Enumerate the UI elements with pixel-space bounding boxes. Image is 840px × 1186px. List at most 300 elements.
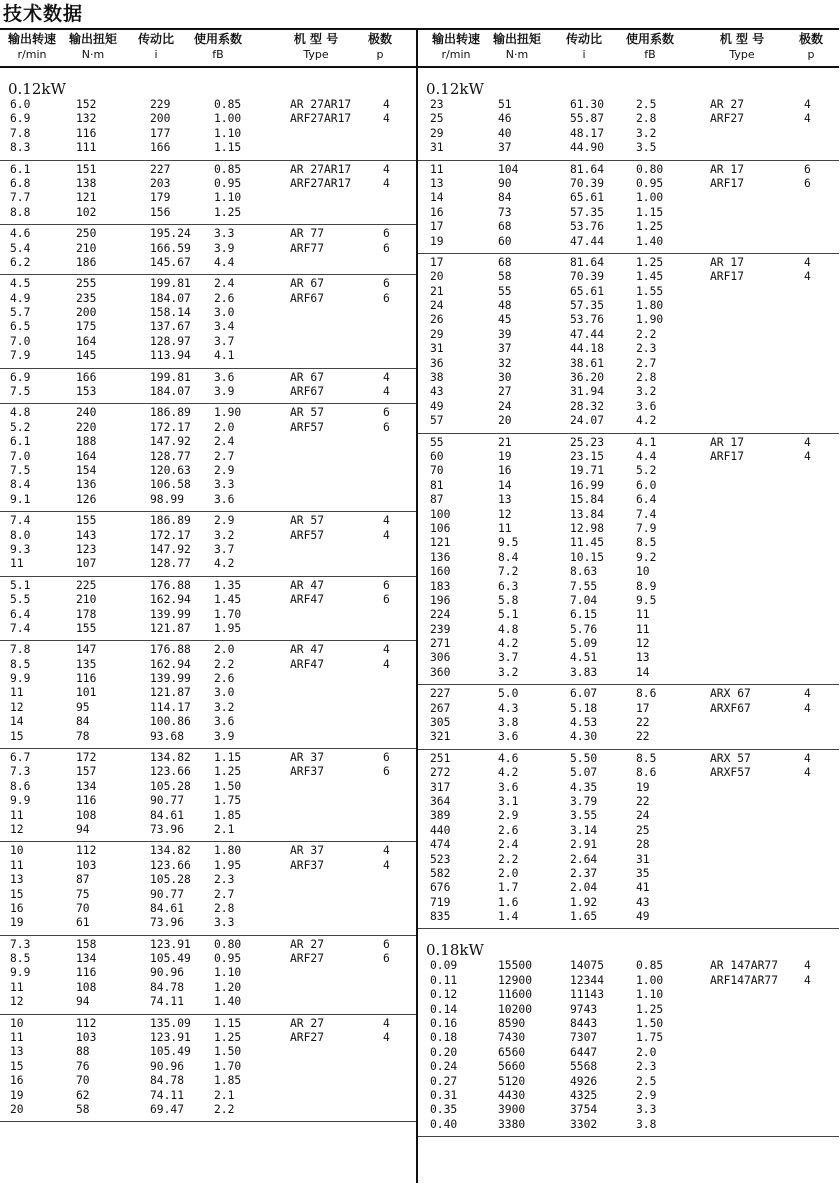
table-cell: 100 <box>430 507 451 521</box>
table-cell: 156 <box>150 205 171 219</box>
table-cell: 5.0 <box>498 687 519 701</box>
table-cell: AR 77 <box>290 227 325 241</box>
table-cell: 523 <box>430 852 451 866</box>
table-cell: ARXF67 <box>710 701 751 715</box>
table-cell: 7.3 <box>10 765 31 779</box>
table-cell: 151 <box>76 162 97 176</box>
table-row <box>418 974 839 988</box>
table-cell: 5.1 <box>10 578 31 592</box>
table-cell: ARF17 <box>710 176 745 190</box>
table-cell: 47.44 <box>570 234 605 248</box>
table-row <box>0 127 416 141</box>
table-cell: 37 <box>498 342 512 356</box>
table-row <box>0 823 416 837</box>
table-cell: 68 <box>498 220 512 234</box>
table-cell: 3.8 <box>498 716 519 730</box>
table-row <box>418 522 839 536</box>
header-label: 输出扭矩 <box>492 32 541 46</box>
table-cell: 6 <box>383 937 390 951</box>
table-cell: 6 <box>383 765 390 779</box>
table-row <box>418 565 839 579</box>
model-group <box>0 275 416 368</box>
table-cell: 166.59 <box>150 241 191 255</box>
table-cell: 7.5 <box>10 463 31 477</box>
table-cell: 1.75 <box>636 1031 664 1045</box>
table-row <box>418 910 839 924</box>
table-cell: AR 17 <box>710 435 745 449</box>
table-cell: 103 <box>76 858 97 872</box>
table-cell: 108 <box>76 808 97 822</box>
table-cell: 4430 <box>498 1089 526 1102</box>
table-cell: 7.9 <box>636 521 657 535</box>
table-cell: 145 <box>76 349 97 363</box>
table-cell: 35 <box>636 866 650 880</box>
table-row <box>0 406 416 420</box>
table-row <box>0 730 416 744</box>
table-cell: 36 <box>430 356 444 370</box>
table-cell: 61.30 <box>570 98 605 111</box>
table-cell: 240 <box>76 406 97 420</box>
table-cell: 3.9 <box>214 241 235 255</box>
table-cell: 186.89 <box>150 514 191 528</box>
table-header <box>418 28 839 68</box>
table-cell: 1.25 <box>636 1002 664 1016</box>
table-cell: 1.50 <box>636 1017 664 1031</box>
table-cell: AR 37 <box>290 844 325 858</box>
table-cell: 74.11 <box>150 995 185 1009</box>
table-cell: 75 <box>76 887 90 901</box>
table-cell: 2.2 <box>214 657 235 671</box>
table-cell: 176.88 <box>150 578 191 592</box>
table-cell: 17 <box>636 701 650 715</box>
table-cell: 0.40 <box>430 1117 458 1131</box>
model-group <box>418 434 839 686</box>
table-cell: 162.94 <box>150 593 191 607</box>
table-cell: 6 <box>383 241 390 255</box>
table-cell: 389 <box>430 809 451 823</box>
table-cell: 1.95 <box>214 858 242 872</box>
model-group <box>418 254 839 434</box>
table-cell: 6.7 <box>10 751 31 765</box>
table-row <box>0 622 416 636</box>
table-cell: 55 <box>430 435 444 449</box>
table-cell: 8.3 <box>10 141 31 155</box>
table-cell: 6 <box>804 162 811 176</box>
table-cell: 9.9 <box>10 794 31 808</box>
table-row <box>418 702 839 716</box>
table-cell: 272 <box>430 766 451 780</box>
table-cell: 12 <box>636 637 650 651</box>
table-row <box>0 966 416 980</box>
table-cell: 31 <box>430 141 444 155</box>
table-cell: ARF77 <box>290 241 325 255</box>
table-row <box>418 795 839 809</box>
table-cell: 3302 <box>570 1117 598 1131</box>
table-cell: 1.80 <box>214 844 242 858</box>
table-cell: 164 <box>76 334 97 348</box>
table-cell: 20 <box>430 270 444 284</box>
table-cell: 111 <box>76 141 97 155</box>
table-cell: 10.15 <box>570 550 605 564</box>
table-cell: 2.64 <box>570 852 598 866</box>
table-row <box>0 335 416 349</box>
table-cell: 158 <box>76 937 97 951</box>
header-label: 输出转速 <box>431 32 480 46</box>
table-cell: 2.8 <box>636 112 657 126</box>
table-cell: 112 <box>76 1016 97 1030</box>
table-cell: 19 <box>498 449 512 463</box>
table-cell: 6.9 <box>10 112 31 126</box>
table-body <box>418 68 839 1137</box>
table-cell: 235 <box>76 291 97 305</box>
table-cell: 62 <box>76 1088 90 1102</box>
table-row <box>418 1046 839 1060</box>
table-cell: 154 <box>76 463 97 477</box>
table-cell: 10 <box>636 565 650 579</box>
table-cell: 73.96 <box>150 916 185 930</box>
table-cell: 4 <box>383 176 390 190</box>
table-cell: 9.1 <box>10 492 31 506</box>
table-cell: 29 <box>430 327 444 341</box>
table-cell: 4.5 <box>10 277 31 291</box>
table-cell: 5.4 <box>10 241 31 255</box>
table-cell: 90.77 <box>150 794 185 808</box>
table-cell: 8443 <box>570 1017 598 1031</box>
table-cell: 4 <box>804 449 811 463</box>
table-cell: 3380 <box>498 1117 526 1131</box>
table-cell: 41 <box>636 881 650 895</box>
table-row <box>0 385 416 399</box>
table-cell: 2.8 <box>636 371 657 385</box>
table-cell: AR 27AR17 <box>290 162 352 176</box>
table-cell: 186.89 <box>150 406 191 420</box>
table-cell: 134 <box>76 779 97 793</box>
table-cell: 1.50 <box>214 1045 242 1059</box>
table-cell: 49 <box>636 910 650 924</box>
table-cell: 0.35 <box>430 1103 458 1117</box>
table-cell: 2.0 <box>636 1045 657 1059</box>
table-cell: 14 <box>498 478 512 492</box>
table-row <box>0 658 416 672</box>
table-cell: 227 <box>150 162 171 176</box>
table-cell: 132 <box>76 112 97 126</box>
table-cell: AR 27 <box>290 937 325 951</box>
table-body <box>0 68 416 1122</box>
table-cell: 5.18 <box>570 701 598 715</box>
model-group <box>0 1015 416 1123</box>
table-cell: 306 <box>430 651 451 665</box>
table-cell: 136 <box>430 550 451 564</box>
table-cell: 11 <box>10 1031 24 1045</box>
table-row <box>418 608 839 622</box>
header-unit: N·m <box>505 48 529 61</box>
table-cell: AR 17 <box>710 255 745 269</box>
table-cell: 3.7 <box>214 334 235 348</box>
table-cell: 4 <box>383 528 390 542</box>
table-cell: ARF27 <box>290 1031 325 1045</box>
table-row <box>0 206 416 220</box>
table-cell: 195.24 <box>150 227 191 241</box>
table-cell: 123.66 <box>150 858 191 872</box>
table-cell: 4 <box>804 270 811 284</box>
table-row <box>0 256 416 270</box>
table-row <box>418 256 839 270</box>
table-cell: 121 <box>430 536 451 550</box>
table-cell: 70 <box>76 901 90 915</box>
model-group <box>418 750 839 930</box>
table-cell: 105.28 <box>150 873 191 887</box>
table-cell: 7307 <box>570 1031 598 1045</box>
table-row <box>418 112 839 126</box>
table-cell: 6.4 <box>636 493 657 507</box>
table-cell: 4.4 <box>636 449 657 463</box>
table-row <box>0 514 416 528</box>
table-row <box>0 1089 416 1103</box>
table-cell: 2.3 <box>636 342 657 356</box>
table-cell: 123.91 <box>150 937 191 951</box>
table-cell: 1.10 <box>214 126 242 140</box>
table-cell: 11143 <box>570 988 605 1002</box>
table-cell: 5.2 <box>10 420 31 434</box>
table-row <box>0 643 416 657</box>
table-cell: 224 <box>430 608 451 622</box>
table-cell: 7.4 <box>10 514 31 528</box>
table-cell: 8.4 <box>10 478 31 492</box>
table-cell: 2.91 <box>570 838 598 852</box>
table-row <box>0 464 416 478</box>
table-cell: 305 <box>430 716 451 730</box>
table-cell: 3.3 <box>214 478 235 492</box>
power-rating: 0.12kW <box>426 80 484 98</box>
table-cell: 4 <box>383 370 390 384</box>
table-cell: 13 <box>430 176 444 190</box>
table-row <box>0 277 416 291</box>
table-cell: 36.20 <box>570 371 605 385</box>
header-cell <box>791 32 831 62</box>
table-row <box>418 637 839 651</box>
table-cell: 0.27 <box>430 1074 458 1088</box>
table-cell: 108 <box>76 980 97 994</box>
table-cell: 113.94 <box>150 349 191 363</box>
table-cell: 360 <box>430 665 451 679</box>
table-cell: 3.1 <box>498 794 519 808</box>
table-cell: AR 57 <box>290 514 325 528</box>
table-cell: 12 <box>10 700 24 714</box>
table-cell: 78 <box>76 729 90 743</box>
model-group <box>0 577 416 642</box>
header-label: 使用系数 <box>625 32 674 46</box>
table-cell: 28 <box>636 838 650 852</box>
header-cell <box>62 32 124 62</box>
table-row <box>418 414 839 428</box>
table-cell: 2.37 <box>570 866 598 880</box>
table-cell: 143 <box>76 528 97 542</box>
table-cell: ARX 57 <box>710 751 751 765</box>
table-cell: 1.10 <box>214 966 242 980</box>
table-cell: 65.61 <box>570 191 605 205</box>
table-row <box>418 623 839 637</box>
table-row <box>418 867 839 881</box>
table-cell: 7.0 <box>10 449 31 463</box>
table-row <box>0 1103 416 1117</box>
table-row <box>0 938 416 952</box>
table-cell: 4.2 <box>214 557 235 571</box>
table-row <box>418 1003 839 1017</box>
table-row <box>0 593 416 607</box>
table-row <box>0 672 416 686</box>
table-cell: 4.30 <box>570 730 598 744</box>
table-cell: 48.17 <box>570 126 605 140</box>
table-cell: 2.1 <box>214 822 235 836</box>
page-title: 技术数据 <box>3 3 84 25</box>
table-row <box>418 285 839 299</box>
table-row <box>0 701 416 715</box>
table-cell: 5568 <box>570 1060 598 1074</box>
table-row <box>0 916 416 930</box>
table-cell: 1.25 <box>214 765 242 779</box>
table-cell: 4.6 <box>10 227 31 241</box>
table-cell: 7.4 <box>10 621 31 635</box>
table-cell: 65.61 <box>570 284 605 298</box>
table-cell: 175 <box>76 320 97 334</box>
table-row <box>418 385 839 399</box>
table-cell: AR 147AR77 <box>710 959 779 973</box>
table-cell: 4.2 <box>498 766 519 780</box>
header-unit: i <box>154 48 158 61</box>
table-cell: 147.92 <box>150 542 191 556</box>
table-cell: 1.25 <box>636 255 664 269</box>
table-cell: 145.67 <box>150 255 191 269</box>
header-label: 输出扭矩 <box>68 32 117 46</box>
table-row <box>418 342 839 356</box>
header-label: 传动比 <box>137 32 174 46</box>
table-cell: 178 <box>76 607 97 621</box>
table-cell: 6560 <box>498 1045 526 1059</box>
table-cell: 31 <box>430 342 444 356</box>
table-cell: 68 <box>498 255 512 269</box>
table-cell: 2.7 <box>214 887 235 901</box>
table-cell: 120.63 <box>150 463 191 477</box>
table-cell: 1.25 <box>636 220 664 234</box>
table-cell: 11.45 <box>570 536 605 550</box>
table-header <box>0 28 416 68</box>
table-cell: 2.2 <box>498 852 519 866</box>
table-cell: 1.95 <box>214 621 242 635</box>
table-cell: 81.64 <box>570 255 605 269</box>
table-row <box>0 557 416 571</box>
table-cell: ARF67 <box>290 291 325 305</box>
table-cell: 440 <box>430 823 451 837</box>
table-cell: 0.24 <box>430 1060 458 1074</box>
table-cell: 12 <box>498 507 512 521</box>
table-cell: ARF67 <box>290 385 325 399</box>
table-cell: 19 <box>636 780 650 794</box>
table-row <box>0 873 416 887</box>
table-cell: 57.35 <box>570 299 605 313</box>
table-row <box>418 371 839 385</box>
table-cell: 3.0 <box>214 686 235 700</box>
table-cell: 81 <box>430 478 444 492</box>
table-cell: 121 <box>76 191 97 205</box>
header-cell <box>618 32 682 62</box>
table-cell: 7.04 <box>570 593 598 607</box>
table-cell: 0.12 <box>430 988 458 1002</box>
table-cell: 31 <box>636 852 650 866</box>
table-cell: 7.2 <box>498 565 519 579</box>
table-cell: 3.9 <box>214 385 235 399</box>
table-cell: 134.82 <box>150 844 191 858</box>
table-cell: 5660 <box>498 1060 526 1074</box>
table-cell: 11 <box>10 808 24 822</box>
table-row <box>418 716 839 730</box>
table-row <box>0 859 416 873</box>
table-cell: 4.9 <box>10 291 31 305</box>
table-cell: 1.90 <box>636 313 664 327</box>
table-cell: ARX 67 <box>710 687 751 701</box>
table-cell: 13 <box>10 1045 24 1059</box>
table-cell: 225 <box>76 578 97 592</box>
table-row <box>0 1031 416 1045</box>
table-row <box>418 357 839 371</box>
table-cell: 3.3 <box>214 916 235 930</box>
table-cell: 39 <box>498 327 512 341</box>
header-cell <box>560 32 608 62</box>
table-cell: 137.67 <box>150 320 191 334</box>
table-cell: 53.76 <box>570 220 605 234</box>
table-cell: 3900 <box>498 1103 526 1117</box>
table-cell: 15.84 <box>570 493 605 507</box>
table-cell: 13 <box>498 493 512 507</box>
table-cell: 70 <box>430 464 444 478</box>
table-cell: 6 <box>383 291 390 305</box>
table-cell: 6.8 <box>10 176 31 190</box>
table-cell: 47.44 <box>570 327 605 341</box>
table-cell: 15500 <box>498 959 533 973</box>
table-row <box>0 292 416 306</box>
table-cell: 155 <box>76 621 97 635</box>
table-row <box>418 141 839 155</box>
table-cell: 25.23 <box>570 435 605 449</box>
table-cell: 2.3 <box>636 1060 657 1074</box>
table-cell: ARF57 <box>290 420 325 434</box>
table-row <box>0 780 416 794</box>
table-cell: 364 <box>430 794 451 808</box>
table-cell: 1.20 <box>214 980 242 994</box>
table-cell: 2.5 <box>636 1074 657 1088</box>
table-cell: 136 <box>76 478 97 492</box>
table-row <box>418 220 839 234</box>
table-row <box>418 493 839 507</box>
table-cell: 5.09 <box>570 637 598 651</box>
table-cell: 4 <box>804 701 811 715</box>
table-cell: ARF27 <box>710 112 745 126</box>
table-row <box>418 464 839 478</box>
right-column <box>418 28 839 1137</box>
table-cell: 90.96 <box>150 1059 185 1073</box>
table-cell: 128.77 <box>150 557 191 571</box>
table-cell: 200 <box>150 112 171 126</box>
table-cell: 3.6 <box>636 399 657 413</box>
table-cell: 267 <box>430 701 451 715</box>
table-cell: 162.94 <box>150 657 191 671</box>
table-cell: 2.9 <box>214 514 235 528</box>
table-cell: 4 <box>804 973 811 987</box>
table-cell: 6.2 <box>10 255 31 269</box>
table-row <box>0 844 416 858</box>
table-cell: 210 <box>76 593 97 607</box>
table-cell: 4 <box>383 514 390 528</box>
table-cell: 94 <box>76 822 90 836</box>
